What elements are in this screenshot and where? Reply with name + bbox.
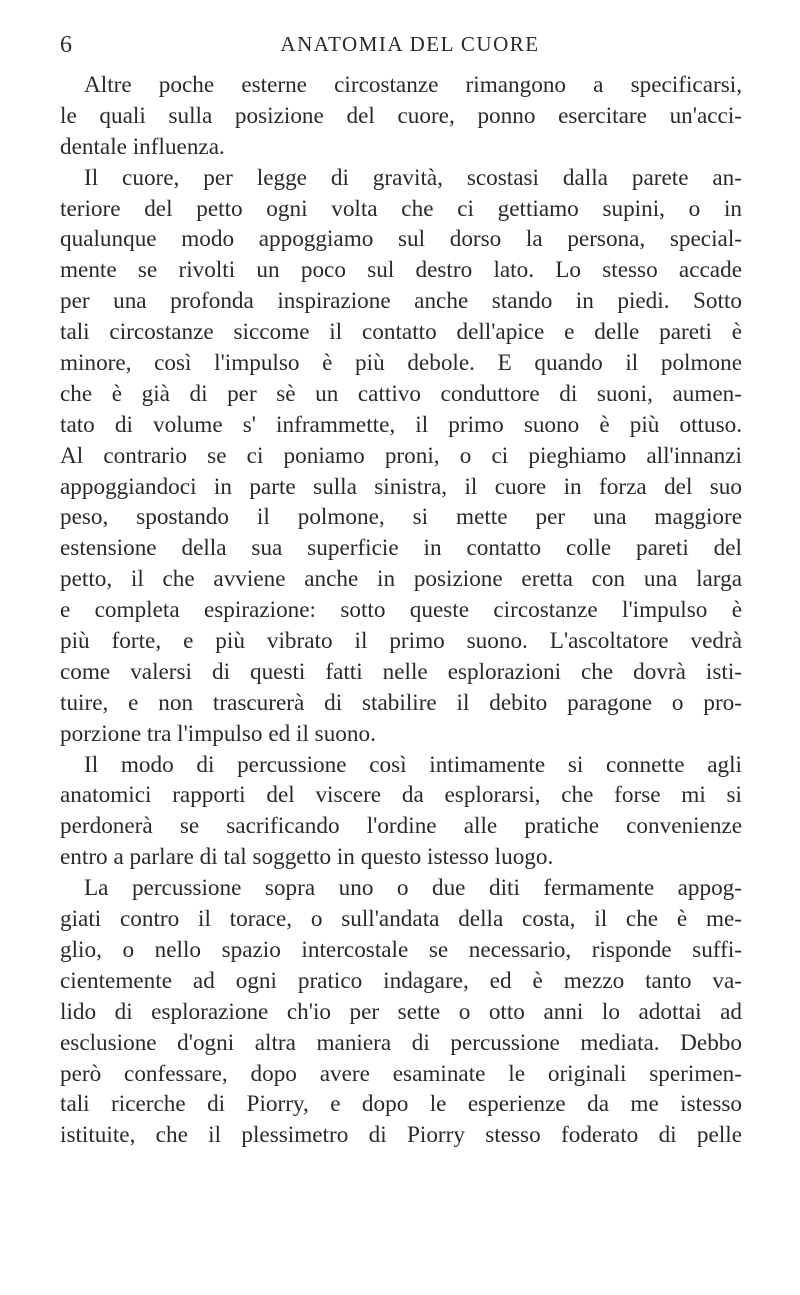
text-line: giati contro il torace, o sull'andata della costa, il che è me- (60, 906, 742, 933)
text-line: entro a parlare di tal soggetto in questo istesso luogo. (60, 844, 554, 871)
text-line: cientemente ad ogni pratico indagare, ed è mezzo tanto va- (60, 967, 742, 994)
text-line: appoggiandoci in parte sulla sinistra, il cuore in forza del suo (60, 473, 742, 500)
text-line: glio, o nello spazio intercostale se necessario, risponde suffi- (60, 936, 742, 963)
text-line: estensione della sua superficie in contatto colle pareti del (60, 535, 742, 562)
text-line: petto, il che avviene anche in posizione eretta con una larga (60, 566, 742, 593)
text-line: tali circostanze siccome il contatto dell'apice e delle pareti è (60, 319, 742, 346)
text-line: Il modo di percussione così intimamente si connette agli (84, 751, 742, 778)
text-line: anatomici rapporti del viscere da esplorarsi, che forse mi si (60, 782, 742, 809)
text-line: più forte, e più vibrato il primo suono. L'ascoltatore vedrà (60, 628, 742, 655)
text-line: però confessare, dopo avere esaminate le originali sperimen- (60, 1060, 742, 1087)
text-line: come valersi di questi fatti nelle esplorazioni che dovrà isti- (60, 658, 742, 685)
text-line: perdonerà se sacrificando l'ordine alle pratiche convenienze (60, 813, 742, 840)
text-line: peso, spostando il polmone, si mette per una maggiore (60, 504, 742, 531)
text-line: teriore del petto ogni volta che ci gettiamo supini, o in (60, 195, 742, 222)
text-line: lido di esplorazione ch'io per sette o otto anni lo adottai ad (60, 998, 742, 1025)
text-line: le quali sulla posizione del cuore, ponno esercitare un'acci- (60, 102, 742, 129)
text-line: Al contrario se ci poniamo proni, o ci pieghiamo all'innanzi (60, 442, 742, 469)
text-line: istituite, che il plessimetro di Piorry stesso foderato di pelle (60, 1122, 742, 1149)
text-line: La percussione sopra uno o due diti fermamente appog- (84, 875, 742, 902)
text-line: dentale influenza. (60, 133, 225, 160)
text-line: per una profonda inspirazione anche stando in piedi. Sotto (60, 288, 742, 315)
page-number: 6 (60, 32, 73, 58)
text-line: che è già di per sè un cattivo conduttore di suoni, aumen- (60, 380, 742, 407)
text-line: qualunque modo appoggiamo sul dorso la persona, special- (60, 226, 742, 253)
text-line: tali ricerche di Piorry, e dopo le esperienze da me istesso (60, 1091, 742, 1118)
running-title: ANATOMIA DEL CUORE (280, 32, 540, 56)
body-text (60, 70, 742, 1151)
page-header (60, 28, 740, 68)
text-line: tuire, e non trascurerà di stabilire il debito paragone o pro- (60, 689, 742, 716)
text-line: tato di volume s' inframmette, il primo suono è più ottuso. (60, 411, 742, 438)
text-line: Altre poche esterne circostanze rimangono a specificarsi, (84, 72, 742, 98)
text-line: mente se rivolti un poco sul destro lato. Lo stesso accade (60, 257, 742, 284)
text-line: minore, così l'impulso è più debole. E quando il polmone (60, 350, 742, 377)
text-line: Il cuore, per legge di gravità, scostasi dalla parete an- (84, 164, 742, 191)
text-line: porzione tra l'impulso ed il suono. (60, 720, 376, 747)
text-line: esclusione d'ogni altra maniera di percussione mediata. Debbo (60, 1029, 742, 1056)
text-line: e completa espirazione: sotto queste circostanze l'impulso è (60, 597, 742, 624)
